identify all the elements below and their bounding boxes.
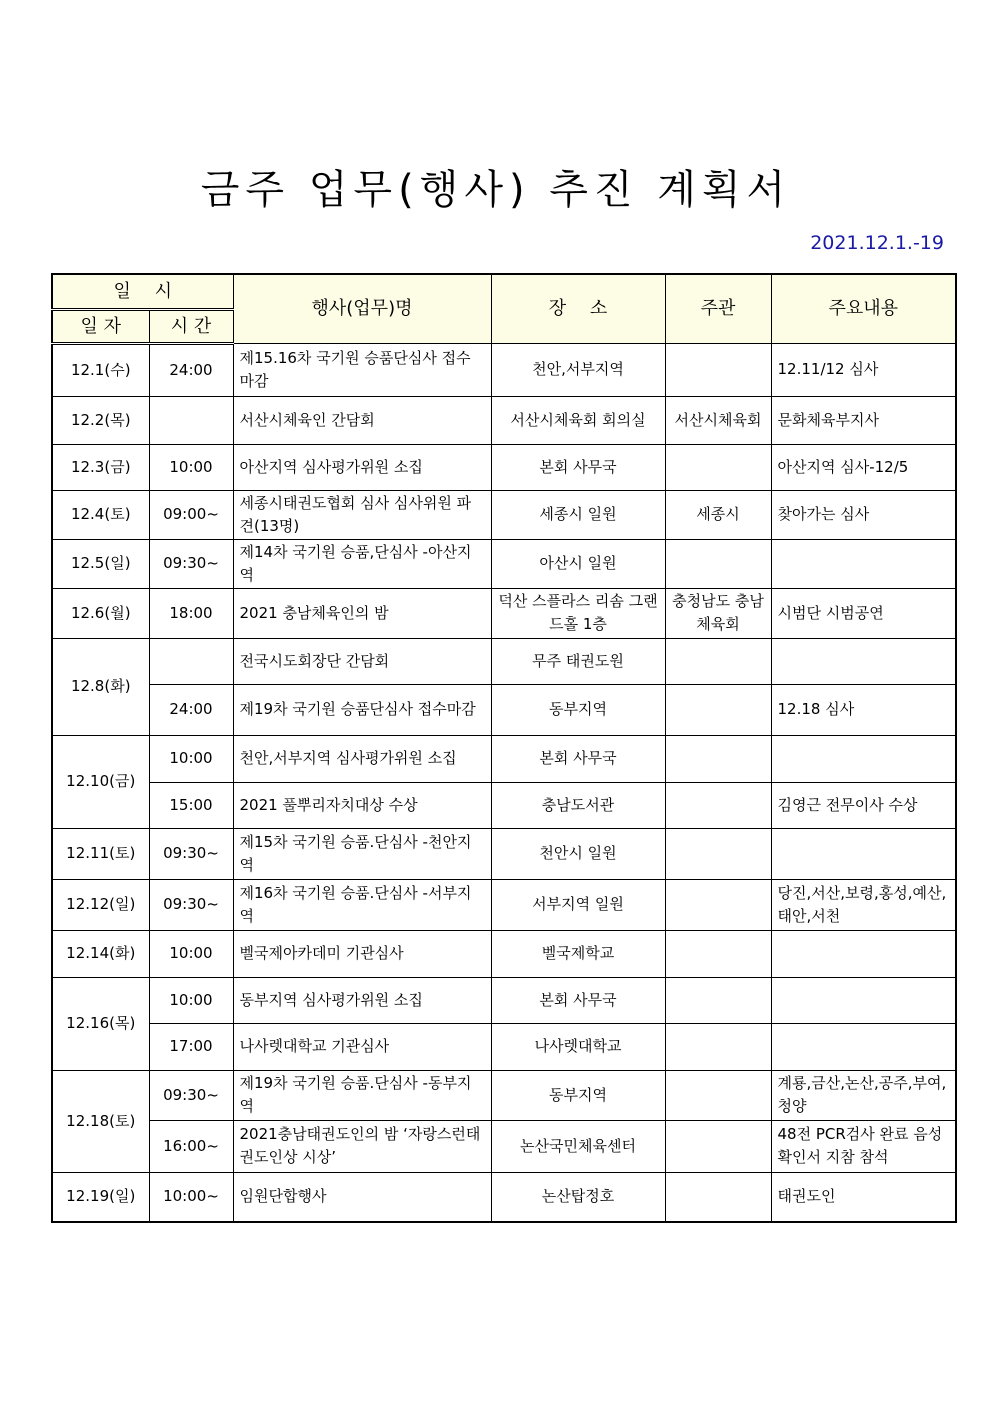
place-cell: 본회 사무국 bbox=[491, 444, 665, 490]
host-cell bbox=[665, 1172, 771, 1222]
content-cell: 12.18 심사 bbox=[771, 684, 956, 735]
header-event: 행사(업무)명 bbox=[233, 274, 491, 343]
host-cell bbox=[665, 977, 771, 1023]
content-cell bbox=[771, 1023, 956, 1070]
table-row bbox=[52, 444, 956, 490]
time-cell: 24:00 bbox=[149, 343, 233, 396]
table-row bbox=[52, 343, 956, 396]
event-cell: 임원단합행사 bbox=[233, 1172, 491, 1222]
host-cell bbox=[665, 343, 771, 396]
table-row bbox=[52, 638, 956, 684]
date-cell: 12.18(토) bbox=[52, 1070, 149, 1172]
date-cell: 12.16(목) bbox=[52, 977, 149, 1070]
content-cell: 찾아가는 심사 bbox=[771, 490, 956, 539]
host-cell bbox=[665, 879, 771, 930]
date-cell: 12.5(일) bbox=[52, 539, 149, 588]
host-cell bbox=[665, 735, 771, 782]
host-cell bbox=[665, 930, 771, 977]
host-cell: 세종시 bbox=[665, 490, 771, 539]
place-cell: 본회 사무국 bbox=[491, 735, 665, 782]
time-cell: 24:00 bbox=[149, 684, 233, 735]
time-cell: 10:00 bbox=[149, 977, 233, 1023]
table-row bbox=[52, 490, 956, 539]
content-cell bbox=[771, 638, 956, 684]
content-cell: 12.11/12 심사 bbox=[771, 343, 956, 396]
event-cell: 2021충남태권도인의 밤 ‘자랑스런태권도인상 시상’ bbox=[233, 1120, 491, 1172]
event-cell: 벨국제아카데미 기관심사 bbox=[233, 930, 491, 977]
event-cell: 제15.16차 국기원 승품단심사 접수 마감 bbox=[233, 343, 491, 396]
place-cell: 동부지역 bbox=[491, 684, 665, 735]
date-cell: 12.14(화) bbox=[52, 930, 149, 977]
content-cell bbox=[771, 977, 956, 1023]
time-cell: 09:30~ bbox=[149, 879, 233, 930]
host-cell: 충청남도 충남체육회 bbox=[665, 588, 771, 638]
table-row bbox=[52, 977, 956, 1023]
host-cell bbox=[665, 828, 771, 879]
place-cell: 천안,서부지역 bbox=[491, 343, 665, 396]
host-cell bbox=[665, 782, 771, 828]
content-cell: 48전 PCR검사 완료 음성확인서 지참 참석 bbox=[771, 1120, 956, 1172]
time-cell: 10:00~ bbox=[149, 1172, 233, 1222]
date-cell: 12.6(월) bbox=[52, 588, 149, 638]
host-cell bbox=[665, 444, 771, 490]
time-cell: 09:30~ bbox=[149, 539, 233, 588]
event-cell: 천안,서부지역 심사평가위원 소집 bbox=[233, 735, 491, 782]
event-cell: 제19차 국기원 승품.단심사 -동부지역 bbox=[233, 1070, 491, 1120]
report-period: 2021.12.1.-19 bbox=[810, 232, 944, 254]
time-cell: 09:30~ bbox=[149, 828, 233, 879]
table-row bbox=[52, 1070, 956, 1120]
host-cell bbox=[665, 1070, 771, 1120]
content-cell bbox=[771, 828, 956, 879]
header-host: 주관 bbox=[665, 274, 771, 343]
header-content: 주요내용 bbox=[771, 274, 956, 343]
event-cell: 제14차 국기원 승품,단심사 -아산지역 bbox=[233, 539, 491, 588]
content-cell bbox=[771, 539, 956, 588]
time-cell: 18:00 bbox=[149, 588, 233, 638]
place-cell: 세종시 일원 bbox=[491, 490, 665, 539]
time-cell: 09:00~ bbox=[149, 490, 233, 539]
content-cell: 아산지역 심사-12/5 bbox=[771, 444, 956, 490]
date-cell: 12.19(일) bbox=[52, 1172, 149, 1222]
event-cell: 2021 충남체육인의 밤 bbox=[233, 588, 491, 638]
table-row bbox=[52, 588, 956, 638]
table-row bbox=[52, 1172, 956, 1222]
schedule-table bbox=[51, 273, 957, 1223]
date-cell: 12.11(토) bbox=[52, 828, 149, 879]
table-row bbox=[52, 1120, 956, 1172]
host-cell bbox=[665, 539, 771, 588]
event-cell: 아산지역 심사평가위원 소집 bbox=[233, 444, 491, 490]
table-row bbox=[52, 828, 956, 879]
table-row bbox=[52, 684, 956, 735]
host-cell: 서산시체육회 bbox=[665, 396, 771, 444]
event-cell: 서산시체육인 간담회 bbox=[233, 396, 491, 444]
time-cell bbox=[149, 638, 233, 684]
time-cell: 15:00 bbox=[149, 782, 233, 828]
header-time: 시 간 bbox=[149, 309, 233, 343]
place-cell: 논산탑정호 bbox=[491, 1172, 665, 1222]
time-cell: 16:00~ bbox=[149, 1120, 233, 1172]
table-row bbox=[52, 539, 956, 588]
place-cell: 아산시 일원 bbox=[491, 539, 665, 588]
place-cell: 무주 태권도원 bbox=[491, 638, 665, 684]
place-cell: 천안시 일원 bbox=[491, 828, 665, 879]
host-cell bbox=[665, 1120, 771, 1172]
content-cell bbox=[771, 735, 956, 782]
place-cell: 서부지역 일원 bbox=[491, 879, 665, 930]
table-row bbox=[52, 1023, 956, 1070]
time-cell bbox=[149, 396, 233, 444]
content-cell: 당진,서산,보령,홍성,예산,태안,서천 bbox=[771, 879, 956, 930]
event-cell: 동부지역 심사평가위원 소집 bbox=[233, 977, 491, 1023]
host-cell bbox=[665, 638, 771, 684]
date-cell: 12.2(목) bbox=[52, 396, 149, 444]
place-cell: 논산국민체육센터 bbox=[491, 1120, 665, 1172]
event-cell: 2021 풀뿌리자치대상 수상 bbox=[233, 782, 491, 828]
header-date: 일 자 bbox=[52, 309, 149, 343]
date-cell: 12.12(일) bbox=[52, 879, 149, 930]
place-cell: 벨국제학교 bbox=[491, 930, 665, 977]
host-cell bbox=[665, 1023, 771, 1070]
content-cell: 시범단 시범공연 bbox=[771, 588, 956, 638]
content-cell: 김영근 전무이사 수상 bbox=[771, 782, 956, 828]
date-cell: 12.3(금) bbox=[52, 444, 149, 490]
time-cell: 10:00 bbox=[149, 930, 233, 977]
time-cell: 10:00 bbox=[149, 735, 233, 782]
table-row bbox=[52, 735, 956, 782]
content-cell: 문화체육부지사 bbox=[771, 396, 956, 444]
host-cell bbox=[665, 684, 771, 735]
place-cell: 나사렛대학교 bbox=[491, 1023, 665, 1070]
page-title: 금주 업무(행사) 추진 계획서 bbox=[200, 167, 792, 213]
header-datetime: 일 시 bbox=[52, 274, 233, 309]
event-cell: 제19차 국기원 승품단심사 접수마감 bbox=[233, 684, 491, 735]
place-cell: 서산시체육회 회의실 bbox=[491, 396, 665, 444]
table-row bbox=[52, 396, 956, 444]
content-cell: 계룡,금산,논산,공주,부여,청양 bbox=[771, 1070, 956, 1120]
content-cell bbox=[771, 930, 956, 977]
place-cell: 동부지역 bbox=[491, 1070, 665, 1120]
time-cell: 10:00 bbox=[149, 444, 233, 490]
date-cell: 12.1(수) bbox=[52, 343, 149, 396]
time-cell: 09:30~ bbox=[149, 1070, 233, 1120]
event-cell: 나사렛대학교 기관심사 bbox=[233, 1023, 491, 1070]
event-cell: 세종시태권도협회 심사 심사위원 파견(13명) bbox=[233, 490, 491, 539]
header-place: 장 소 bbox=[491, 274, 665, 343]
table-row bbox=[52, 782, 956, 828]
content-cell: 태권도인 bbox=[771, 1172, 956, 1222]
place-cell: 본회 사무국 bbox=[491, 977, 665, 1023]
date-cell: 12.8(화) bbox=[52, 638, 149, 735]
time-cell: 17:00 bbox=[149, 1023, 233, 1070]
event-cell: 전국시도회장단 간담회 bbox=[233, 638, 491, 684]
event-cell: 제16차 국기원 승품.단심사 -서부지역 bbox=[233, 879, 491, 930]
place-cell: 충남도서관 bbox=[491, 782, 665, 828]
table-row bbox=[52, 930, 956, 977]
date-cell: 12.10(금) bbox=[52, 735, 149, 828]
place-cell: 덕산 스플라스 리솜 그랜드홀 1층 bbox=[491, 588, 665, 638]
date-cell: 12.4(토) bbox=[52, 490, 149, 539]
table-row bbox=[52, 879, 956, 930]
event-cell: 제15차 국기원 승품.단심사 -천안지역 bbox=[233, 828, 491, 879]
